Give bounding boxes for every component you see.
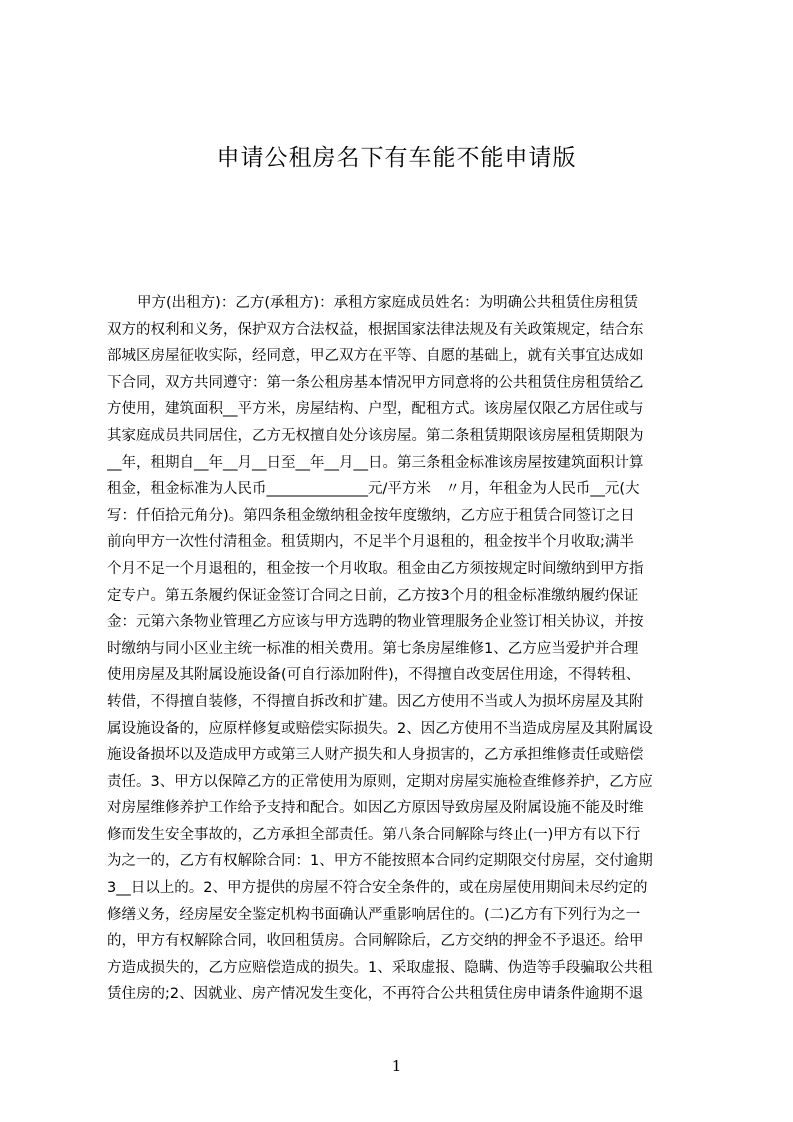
body-line: 租金，租金标准为人民币______________元/平方米 〃月，年租金为人民币__元(大 [107, 481, 640, 498]
body-line: 为之一的，乙方有权解除合同：1、甲方不能按照本合同约定期限交付房屋，交付逾期 [107, 853, 653, 870]
body-line: 甲方(出租方)：乙方(承租方)：承租方家庭成员姓名：为明确公共租赁住房租赁 [137, 295, 639, 311]
body-line: 使用房屋及其附属设施设备(可自行添加附件)，不得擅自改变居住用途，不得转租、 [107, 667, 641, 684]
body-line: 属设施设备的，应原样修复或赔偿实际损失。2、因乙方使用不当造成房屋及其附属设 [107, 720, 653, 737]
body-line: 修缮义务，经房屋安全鉴定机构书面确认严重影响居住的。(二)乙方有下列行为之一 [107, 906, 641, 923]
body-line: 其家庭成员共同居住，乙方无权擅自处分该房屋。第二条租赁期限该房屋租赁期限为 [107, 427, 644, 444]
body-line: 个月不足一个月退租的，租金按一个月收取。租金由乙方须按规定时间缴纳到甲方指 [107, 560, 644, 577]
body-line: 方造成损失的，乙方应赔偿造成的损失。1、采取虚报、隐瞒、伪造等手段骗取公共租 [107, 959, 653, 976]
page-number: 1 [391, 1057, 402, 1075]
body-line: 前向甲方一次性付清租金。租赁期内，不足半个月退租的，租金按半个月收取;满半 [107, 534, 634, 551]
body-line: 转借，不得擅自装修，不得擅自拆改和扩建。因乙方使用不当或人为损坏房屋及其附 [107, 693, 644, 710]
body-line: 部城区房屋征收实际，经同意，甲乙双方在平等、自愿的基础上，就有关事宜达成如 [107, 348, 644, 365]
body-line: 责任。3、甲方以保障乙方的正常使用为原则，定期对房屋实施检查维修养护，乙方应 [107, 773, 653, 790]
body-line: 修而发生安全事故的，乙方承担全部责任。第八条合同解除与终止(一)甲方有以下行 [107, 826, 641, 843]
body-line: __年，租期自__年__月__日至__年__月__日。第三条租金标准该房屋按建筑面积计算 [107, 454, 644, 471]
document-title: 申请公租房名下有车能不能申请版 [216, 145, 577, 171]
body-line: 方使用，建筑面积__平方米，房屋结构、户型，配租方式。该房屋仅限乙方居住或与 [107, 401, 644, 418]
body-line: 金：元第六条物业管理乙方应该与甲方选聘的物业管理服务企业签订相关协议，并按 [107, 614, 644, 631]
body-line: 定专户。第五条履约保证金签订合同之日前，乙方按3个月的租金标准缴纳履约保证 [107, 587, 639, 604]
body-line: 3__日以上的。2、甲方提供的房屋不符合安全条件的，或在房屋使用期间未尽约定的 [107, 880, 648, 897]
body-line: 下合同，双方共同遵守：第一条公租房基本情况甲方同意将的公共租赁住房租赁给乙 [107, 374, 644, 391]
body-line: 双方的权利和义务，保护双方合法权益，根据国家法律法规及有关政策规定，结合东 [107, 321, 644, 338]
body-line: 赁住房的;2、因就业、房产情况发生变化，不再符合公共租赁住房申请条件逾期不退 [107, 986, 644, 1003]
body-line: 时缴纳与同小区业主统一标准的相关费用。第七条房屋维修1、乙方应当爱护并合理 [107, 640, 639, 657]
body-line: 写：仟佰拾元角分)。第四条租金缴纳租金按年度缴纳，乙方应于租赁合同签订之日 [107, 507, 635, 524]
body-line: 施设备损坏以及造成甲方或第三人财产损失和人身损害的，乙方承担维修责任或赔偿 [107, 747, 644, 764]
body-line: 的，甲方有权解除合同，收回租赁房。合同解除后，乙方交纳的押金不予退还。给甲 [107, 933, 644, 950]
body-line: 对房屋维修养护工作给予支持和配合。如因乙方原因导致房屋及附属设施不能及时维 [107, 800, 644, 817]
document-body [107, 290, 697, 1008]
